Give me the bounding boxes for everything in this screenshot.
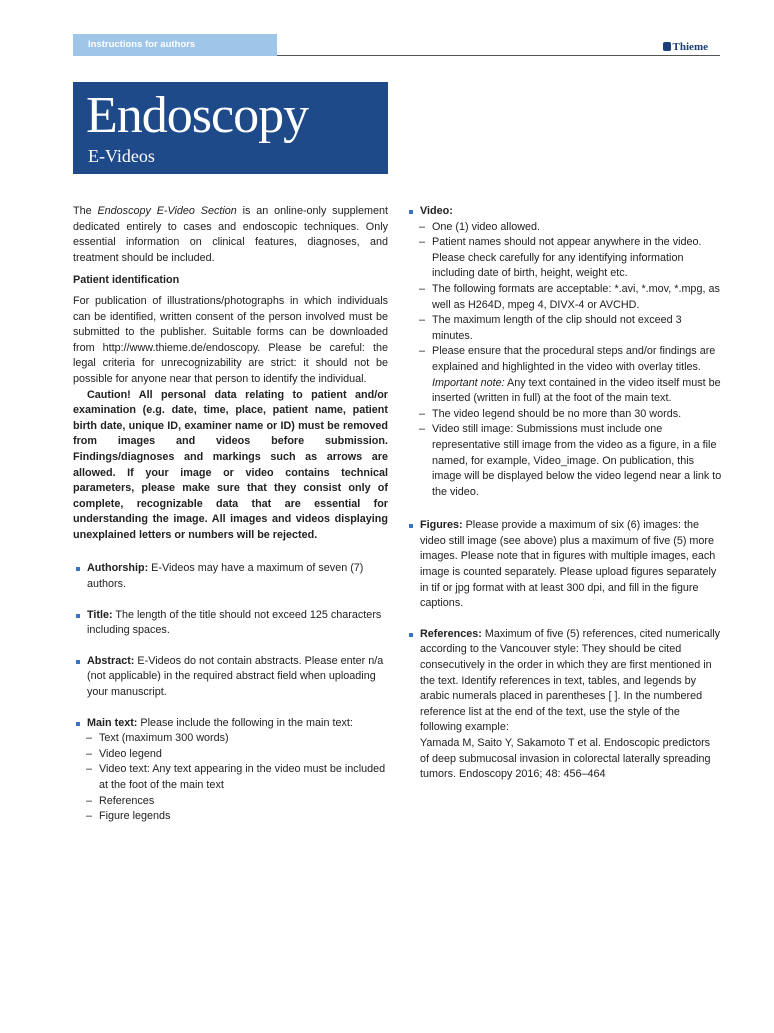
abstract-item: Abstract: E-Videos do not contain abstracts. Please enter n/a (not applicable) in the required abstract field when uploading your manuscript.: [73, 654, 388, 701]
section-header-bar: [73, 34, 277, 56]
authorship-item: Authorship: E-Videos may have a maximum of seven (7) authors.: [73, 561, 388, 592]
header-rule: [277, 55, 720, 56]
figures-item: Figures: Please provide a maximum of six (6) images: the video still image (see above) plus a maximum of five (5) more images. Please note that in figures with multiple images, each image is counted separately. Please upload figures separately in tif or jpg format with at least 300 dpi, and fill in the figure captions.: [406, 518, 722, 612]
list-item: – Video text: Any text appearing in the video must be included at the foot of the main text: [86, 762, 388, 793]
journal-banner: [73, 82, 388, 174]
references-item: References: Maximum of five (5) references, cited numerically according to the Vancouver style: They should be cited consecutively in the order in which they are first mentioned in the text. Identify references in text, tables, and legends by arabic numerals placed in parentheses [ ]. In the numbered reference list at the end of the text, use the style of the following example: Yamada M, Saito Y, Sakamoto T et al. Endoscopic predictors of deep submucosal invasion in colorectal laterally spreading tumors. Endoscopy 2016; 48: 456–464: [406, 627, 722, 783]
title-item: Title: The length of the title should not exceed 125 characters including spaces.: [73, 608, 388, 639]
list-item: – The video legend should be no more than 30 words.: [419, 407, 722, 423]
journal-subtitle: E-Videos: [88, 146, 155, 166]
list-item: – Video legend: [86, 747, 388, 763]
list-item: – Patient names should not appear anywhere in the video. Please check carefully for any identifying information including date of birth, height, weight etc.: [419, 235, 722, 282]
patient-paragraph: For publication of illustrations/photographs in which individuals can be identified, written consent of the person involved must be submitted to the publisher. Suitable forms can be downloaded from http://www.thieme.de/endoscopy. Please be careful: the legal criteria for unrecognizability are strict: it should not be possible for anyone near that person to identify the individual.: [73, 294, 388, 385]
main-text-item: Main text: Please include the following in the main text:: [73, 716, 388, 732]
caution-paragraph: Caution! All personal data relating to patient and/or examination (e.g. date, time, place, patient name, patient birth date, unique ID, examiner name or ID) must be removed from images and videos before submission. Findings/diagnoses and markings such as arrows are allowed. If your image or video contains technical parameters, please make sure that they consist only of complete, recognizable data that are essential for understanding the image. All images and videos displaying unexplained letters or numbers will be rejected.: [73, 388, 388, 541]
intro-paragraph: The Endoscopy E-Video Section is an online-only supplement dedicated entirely to cases and endoscopic techniques. Only essential information on clinical features, diagnoses, and treatment should be included.: [73, 205, 389, 264]
left-column: [73, 204, 388, 825]
section-label: Instructions for authors: [88, 39, 196, 50]
list-item: – Video still image: Submissions must include one representative still image from the video as a figure, in a file named, for example, Video_image. On publication, this image will be displayed below the video legend near a link to the video.: [419, 422, 722, 500]
video-item: Video:: [406, 204, 722, 220]
list-item: – Figure legends: [86, 809, 388, 825]
list-item: – Please ensure that the procedural steps and/or findings are explained and highlighted in the video with overlay titles. Important note: Any text contained in the video itself must be inserted (written in full) at the foot of the main text.: [419, 344, 722, 406]
list-item: – Text (maximum 300 words): [86, 731, 388, 747]
publisher-brand: [663, 41, 708, 53]
thieme-logo-icon: [663, 42, 671, 51]
brand-name: Thieme: [672, 41, 708, 53]
right-column: [406, 204, 722, 783]
list-item: – The following formats are acceptable: *.avi, *.mov, *.mpg, as well as H264D, mpeg 4, DIVX-4 or AVCHD.: [419, 282, 722, 313]
patient-identification-heading: Patient identification: [73, 274, 180, 287]
video-list: [406, 220, 722, 501]
list-item: – References: [86, 794, 388, 810]
main-text-list: [73, 731, 388, 825]
journal-title: Endoscopy: [86, 87, 309, 144]
list-item: – The maximum length of the clip should not exceed 3 minutes.: [419, 313, 722, 344]
list-item: – One (1) video allowed.: [419, 220, 722, 236]
reference-example: Yamada M, Saito Y, Sakamoto T et al. Endoscopic predictors of deep submucosal invasion in colorectal laterally spreading tumors. Endoscopy 2016; 48: 456–464: [420, 737, 711, 781]
